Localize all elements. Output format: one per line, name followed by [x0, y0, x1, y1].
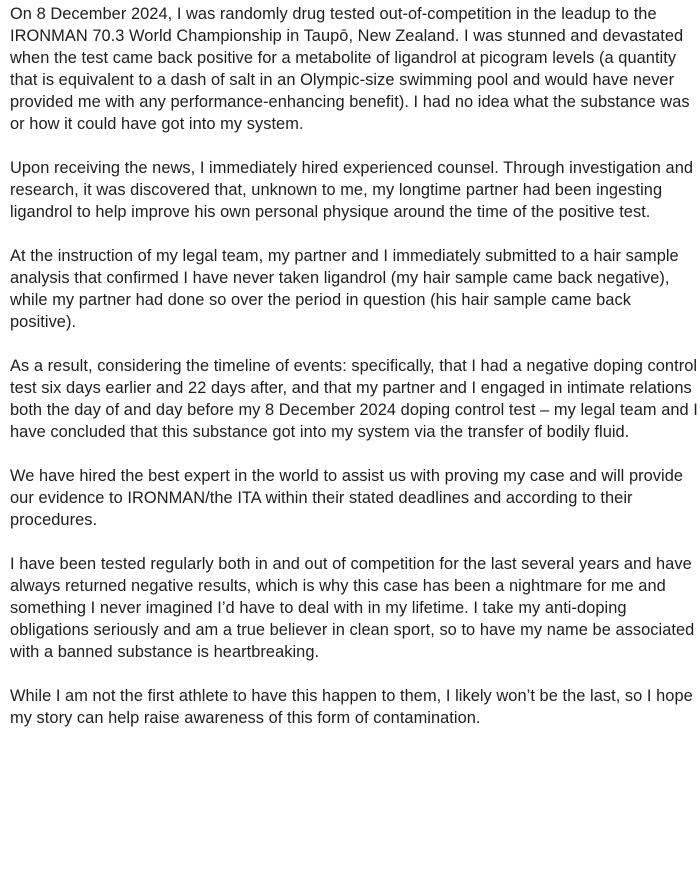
paragraph-drug-test: On 8 December 2024, I was randomly drug tested out-of-competition in the leadup to the IRONMAN 70.3 World Championship in Taupō, New Zealand. I was stunned and devastated when the test came back positive for a metabolite of ligandrol at picogram levels (a quantity that is equivalent to a dash of salt in an Olympic-size swimming pool and would have never provided me with any performance-enhancing benefit). I had no idea what the substance was or how it could have got into my system. — [10, 5, 690, 133]
paragraph-counsel: Upon receiving the news, I immediately hired experienced counsel. Through investigation and research, it was discovered that, unknown to me, my longtime partner had been ingesting ligandrol to help improve his own personal physique around the time of the positive test. — [10, 159, 694, 221]
paragraph-awareness: While I am not the first athlete to have this happen to them, I likely won’t be the last, so I hope my story can help raise awareness of this form of contamination. — [10, 687, 693, 727]
paragraph-expert: We have hired the best expert in the world to assist us with proving my case and will provide our evidence to IRONMAN/the ITA within their stated deadlines and according to their procedures. — [10, 467, 684, 529]
paragraph-testing-history: I have been tested regularly both in and out of competition for the last several years and have always returned negative results, which is why this case has been a nightmare for me and something I never imagined I’d have to deal with in my lifetime. I take my anti-doping obligations seriously and am a true believer in clean sport, so to have my name be associated with a banned substance is heartbreaking. — [10, 555, 695, 661]
paragraph-timeline: As a result, considering the timeline of events: specifically, that I had a negative doping control test six days earlier and 22 days after, and that my partner and I engaged in intimate relations both the day of and day before my 8 December 2024 doping control test – my legal team and I have concluded that this substance got into my system via the transfer of bodily fluid. — [10, 357, 698, 441]
paragraph-hair-sample: At the instruction of my legal team, my partner and I immediately submitted to a hair sample analysis that confirmed I have never taken ligandrol (my hair sample came back negative), while my partner had done so over the period in question (his hair sample came back positive). — [10, 247, 679, 331]
post-body — [10, 3, 700, 729]
